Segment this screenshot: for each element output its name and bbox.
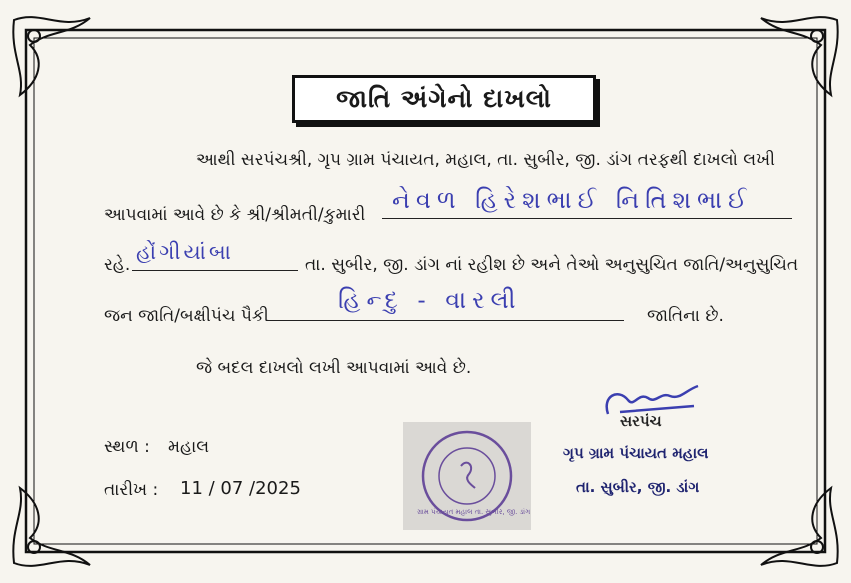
date-label: તારીખ :: [104, 480, 159, 500]
certificate-title: જાતિ અંગેનો દાખલો: [292, 75, 596, 123]
body-line-2-prefix: આપવામાં આવે છે કે શ્રી/શ્રીમતી/કુમારી: [104, 205, 366, 225]
body-line-4-prefix: જન જાતિ/બક્ષીપંચ પૈકી: [104, 306, 269, 326]
sarpanch-role: સરપંચ: [620, 412, 662, 430]
panchayat-stamp: [403, 422, 531, 530]
body-line-3-prefix: રહે.: [104, 255, 131, 275]
village-underline: [132, 270, 298, 271]
place-value: મહાલ: [168, 437, 210, 457]
caste-name: હિન્દુ - વારલી: [338, 286, 522, 314]
place-label: સ્થળ :: [104, 437, 150, 457]
caste-underline: [266, 320, 624, 321]
name-underline: [382, 218, 792, 219]
body-line-4-suffix: જાતિના છે.: [647, 306, 724, 326]
stamp-text: ગ્રામ પંચાયત મહાલ તા. સુબીર, જી. ડાંગ: [417, 508, 531, 516]
body-line-3-rest: તા. સુબીર, જી. ડાંગ નાં રહીશ છે અને તેઓ અનુસુચિત જાતિ/અનુસુચિત: [305, 255, 799, 275]
applicant-name: નેવળ હિરેશભાઈ નિતિશભાઈ: [392, 186, 753, 214]
date-value: 11 / 07 /2025: [180, 478, 301, 499]
taluka-seal: તા. સુબીર, જી. ડાંગ: [576, 478, 700, 496]
panchayat-name-seal: ગૃપ ગ્રામ પંચાયત મહાલ: [563, 444, 709, 462]
body-line-1: આથી સરપંચશ્રી, ગૃપ ગ્રામ પંચાયત, મહાલ, તા. સુબીર, જી. ડાંગ તરફથી દાખલો લખી: [196, 150, 775, 170]
body-line-5: જે બદલ દાખલો લખી આપવામાં આવે છે.: [196, 358, 472, 378]
village-name: હોંગીયાંબા: [136, 240, 234, 264]
